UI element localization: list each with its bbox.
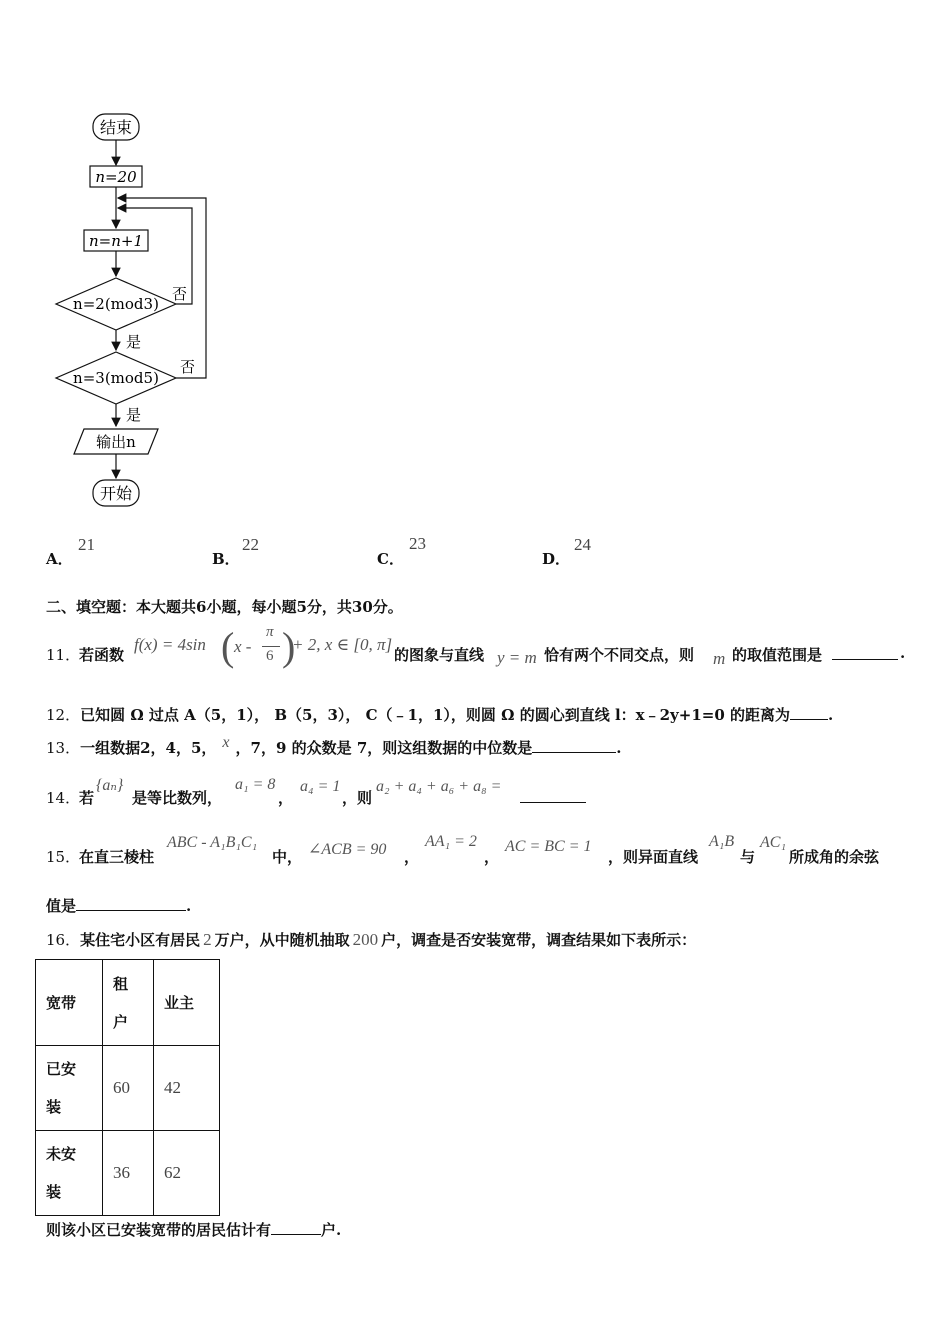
flowchart [40,100,240,520]
table-cell: 62 [154,1131,220,1216]
table-header [154,960,220,1046]
q15-ac1: AC₁ [760,834,787,851]
table-header [103,960,154,1046]
q15-t2: 中， [272,848,303,866]
q14-a1: a₁ = 8 [235,776,276,793]
q14-seq: {aₙ} [96,777,124,794]
choice-a-value: 21 [78,535,95,554]
choice-b-value: 22 [242,535,259,554]
q14-blank [520,788,586,803]
choice-c [377,548,404,569]
q11-fraction-bar [262,646,280,647]
q13-t2: ，7，9 的众数是 7，则这组数据的中位数是 [235,739,533,757]
q11-formula-right: + 2, x ∈ [0, π] [292,635,393,654]
q14-t3: ，则 [342,789,373,807]
q15-angle: ∠ACB = 90 [308,841,387,858]
table-row [36,1046,220,1131]
q16-blank [271,1220,321,1235]
header-tenant-1: 租 [113,974,129,993]
q11-t1: 若函数 [79,646,125,664]
q12-end: . [827,706,834,724]
choice-c-value: 23 [409,534,426,553]
q15-num: 15． [46,848,81,866]
q15-a1b: A₁B [709,833,735,850]
q13-blank [532,738,616,753]
row-installed-1: 已安 [46,1060,77,1078]
q16-t4: 则该小区已安装宽带的居民估计有 [46,1221,272,1239]
end-label: 开始 [99,484,133,503]
q15-t7: 所成角的余弦 [789,848,880,866]
q11-blank [832,645,898,660]
cond2-label: n=3(mod5) [73,369,159,387]
q15-cont [46,895,191,916]
cond1-label: n=2(mod3) [73,295,159,313]
q11-line: y = m [497,648,537,667]
q16-t5: 户. [321,1221,342,1239]
broadband-table [35,959,220,1216]
q14-comma: ， [278,789,294,807]
choice-d [542,548,570,569]
q16-t3: 户，调查是否安装宽带，调查结果如下表所示： [381,931,697,949]
q15-t8: 值是 [46,897,77,915]
q15-t6: 与 [740,848,756,866]
table-header [36,960,103,1046]
q11-six: 6 [266,648,274,664]
q15-aa1: AA₁ = 2 [425,833,477,850]
q15-t5: ，则异面直线 [608,848,699,866]
choice-a-label: A． [46,550,73,568]
no1-label: 否 [172,285,188,303]
q11-t4: 的取值范围是 [732,646,823,664]
choice-c-label: C． [377,550,404,568]
q11-end: . [900,644,906,662]
choice-b [212,548,240,569]
yes2-label: 是 [126,406,142,424]
section-title: 二、填空题：本大题共6小题，每小题5分，共30分。 [46,598,403,616]
q13-num: 13． [46,739,81,757]
q14-a4: a₄ = 1 [300,778,341,795]
table-row [36,1131,220,1216]
q14-t1: 若 [79,789,95,807]
increment-label: n=n+1 [88,232,144,250]
table-cell [36,1131,103,1216]
yes1-label: 是 [126,333,142,351]
q12 [46,704,833,725]
q13 [46,734,622,758]
choice-a [46,548,73,569]
q15-t1: 在直三棱柱 [79,848,155,866]
q12-text: 已知圆 Ω 过点 A（5，1）， B（5，3）， C（﹣1，1），则圆 Ω 的圆心到直线 l：x﹣2y+1=0 的距离为 [80,706,790,724]
q11-formula-left: f(x) = 4sin [134,635,206,654]
q14-t2: 是等比数列， [132,789,223,807]
q16-n200: 200 [352,930,379,949]
q11-t3: 恰有两个不同交点，则 [544,646,695,664]
header-owner: 业主 [164,993,195,1012]
q15-prism: ABC - A₁B₁C₁ [167,834,258,851]
q15-end: . [186,897,192,915]
q11-formula-x: x - [234,637,252,656]
q13-t1: 一组数据2，4，5， [80,739,217,757]
q15-t3: ， [404,848,420,866]
table-cell: 60 [103,1046,154,1131]
q11-num: 11． [46,646,81,664]
q12-blank [790,705,828,720]
q16-cont [46,1219,341,1240]
q15-acbc: AC = BC = 1 [505,838,592,855]
start-label: 结束 [99,118,133,137]
init-label: n=20 [95,168,137,186]
q11-m: m [713,649,726,668]
q13-x: x [222,734,230,751]
q15-t4: ， [484,848,500,866]
table-cell [36,1046,103,1131]
table-cell: 36 [103,1131,154,1216]
row-not-installed-2: 装 [46,1183,62,1201]
row-not-installed-1: 未安 [46,1145,77,1163]
choice-d-label: D． [542,550,571,568]
q16-t2: 万户，从中随机抽取 [214,931,350,949]
q11-paren-right: ) [282,624,296,669]
no2-label: 否 [180,358,196,376]
table-cell: 42 [154,1046,220,1131]
q16-num: 16． [46,931,81,949]
choice-d-value: 24 [574,535,591,554]
q14-sum: a₂ + a₄ + a₆ + a₈ = [376,778,502,795]
q16 [46,929,696,950]
q16-n2: 2 [203,930,212,949]
q11-t2: 的图象与直线 [394,646,485,664]
q11-paren-left: ( [221,624,235,669]
q14-num: 14． [46,789,81,807]
table-row [36,960,220,1046]
q13-end: . [616,739,622,757]
q15-blank [76,896,186,911]
q11-pi: π [266,624,274,640]
q12-num: 12． [46,706,81,724]
header-tenant-2: 户 [113,1012,129,1031]
row-installed-2: 装 [46,1098,62,1116]
output-label: 输出n [96,433,136,451]
q16-t1: 某住宅小区有居民 [80,931,201,949]
header-broadband: 宽带 [46,993,77,1012]
choice-b-label: B． [212,550,240,568]
